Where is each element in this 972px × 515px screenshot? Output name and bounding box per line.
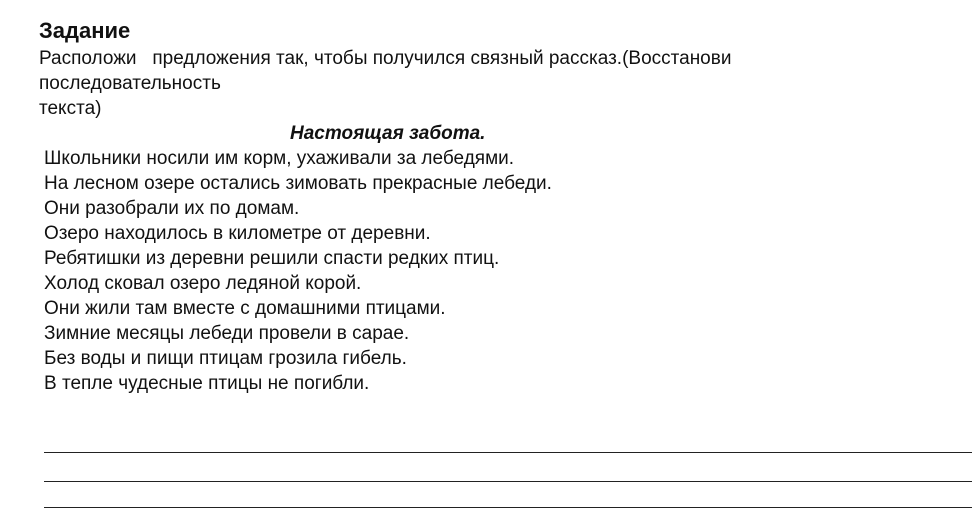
sentence-7: Они жили там вместе с домашними птицами.	[44, 298, 446, 319]
answer-line-3[interactable]	[44, 507, 972, 508]
sentence-10: В тепле чудесные птицы не погибли.	[44, 373, 370, 394]
sentence-2: На лесном озере остались зимовать прекрасные лебеди.	[44, 173, 552, 194]
sentence-4: Озеро находилось в километре от деревни.	[44, 223, 431, 244]
task-line-3: текста)	[39, 98, 102, 119]
sentence-3: Они разобрали их по домам.	[44, 198, 300, 219]
story-title: Настоящая забота.	[290, 123, 486, 144]
task-line-2: последовательность	[39, 73, 221, 94]
sentence-6: Холод сковал озеро ледяной корой.	[44, 273, 362, 294]
sentence-9: Без воды и пищи птицам грозила гибель.	[44, 348, 407, 369]
answer-line-2[interactable]	[44, 481, 972, 482]
sentence-8: Зимние месяцы лебеди провели в сарае.	[44, 323, 410, 344]
sentence-5: Ребятишки из деревни решили спасти редких птиц.	[44, 248, 500, 269]
sentence-1: Школьники носили им корм, ухаживали за лебедями.	[44, 148, 515, 169]
page-title: Задание	[39, 18, 131, 43]
answer-line-1[interactable]	[44, 452, 972, 453]
task-instructions	[39, 46, 939, 121]
task-line-1: Расположи предложения так, чтобы получился связный рассказ.(Восстанови	[39, 48, 732, 69]
sentence-list	[44, 146, 552, 396]
